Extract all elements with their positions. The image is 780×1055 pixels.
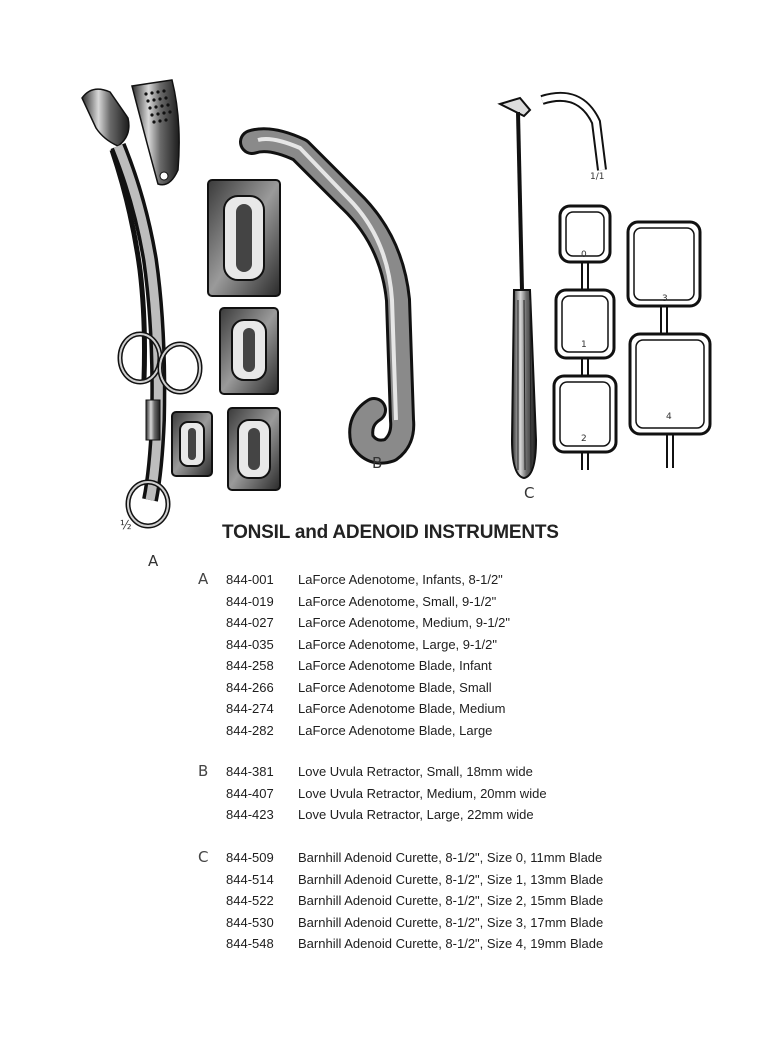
curette-size-1: 1	[581, 340, 587, 350]
item-description: LaForce Adenotome, Small, 9-1/2"	[298, 593, 497, 609]
item-code: 844-001	[226, 572, 274, 587]
item-code: 844-530	[226, 914, 274, 930]
item-code: 844-381	[226, 764, 274, 779]
item-code: 844-035	[226, 636, 274, 652]
item-description: LaForce Adenotome Blade, Small	[298, 679, 492, 695]
scale-half-label: ½	[120, 518, 132, 532]
figure-label-c: C	[524, 484, 535, 502]
item-description: LaForce Adenotome Blade, Large	[298, 722, 493, 738]
item-description: LaForce Adenotome, Large, 9-1/2"	[298, 636, 498, 652]
item-description: LaForce Adenotome Blade, Infant	[298, 658, 492, 673]
curette-size-4: 4	[666, 412, 672, 422]
figure-label-a: A	[148, 552, 159, 570]
curette-size-3: 3	[662, 294, 668, 304]
item-code: 844-019	[226, 593, 274, 609]
item-description: Love Uvula Retractor, Small, 18mm wide	[298, 764, 533, 779]
item-code: 844-522	[226, 893, 274, 908]
item-description: Barnhill Adenoid Curette, 8-1/2", Size 3, 17mm Blade	[298, 914, 604, 930]
item-description: LaForce Adenotome, Medium, 9-1/2"	[298, 615, 511, 630]
scale-full-label: 1/1	[590, 172, 605, 182]
item-description: LaForce Adenotome Blade, Medium	[298, 701, 506, 716]
group-letter: B	[198, 762, 209, 780]
item-code: 844-548	[226, 936, 274, 951]
item-description: Barnhill Adenoid Curette, 8-1/2", Size 4, 19mm Blade	[298, 936, 604, 951]
item-description: LaForce Adenotome, Infants, 8-1/2"	[298, 572, 503, 587]
item-description: Barnhill Adenoid Curette, 8-1/2", Size 1, 13mm Blade	[298, 871, 604, 887]
figure-label-b: B	[372, 454, 383, 472]
group-letter: C	[198, 848, 209, 866]
curette-size-0: 0	[581, 250, 587, 260]
curette-heads-illustration	[554, 206, 710, 470]
item-description: Barnhill Adenoid Curette, 8-1/2", Size 2, 15mm Blade	[298, 893, 604, 908]
group-letter: A	[198, 570, 209, 588]
item-code: 844-514	[226, 871, 274, 887]
item-description: Barnhill Adenoid Curette, 8-1/2", Size 0, 11mm Blade	[298, 850, 603, 865]
item-code: 844-423	[226, 807, 274, 822]
item-code: 844-266	[226, 679, 274, 695]
item-code: 844-509	[226, 850, 274, 865]
item-code: 844-274	[226, 701, 274, 716]
page-title: TONSIL and ADENOID INSTRUMENTS	[222, 522, 559, 543]
item-description: Love Uvula Retractor, Medium, 20mm wide	[298, 785, 547, 801]
item-code: 844-407	[226, 785, 274, 801]
adenotome-blade-illustration	[132, 80, 179, 185]
item-code: 844-282	[226, 722, 274, 738]
item-code: 844-258	[226, 658, 274, 673]
item-code: 844-027	[226, 615, 274, 630]
curette-size-2: 2	[581, 434, 587, 444]
item-description: Love Uvula Retractor, Large, 22mm wide	[298, 807, 534, 822]
blade-guards-illustration	[172, 180, 280, 490]
